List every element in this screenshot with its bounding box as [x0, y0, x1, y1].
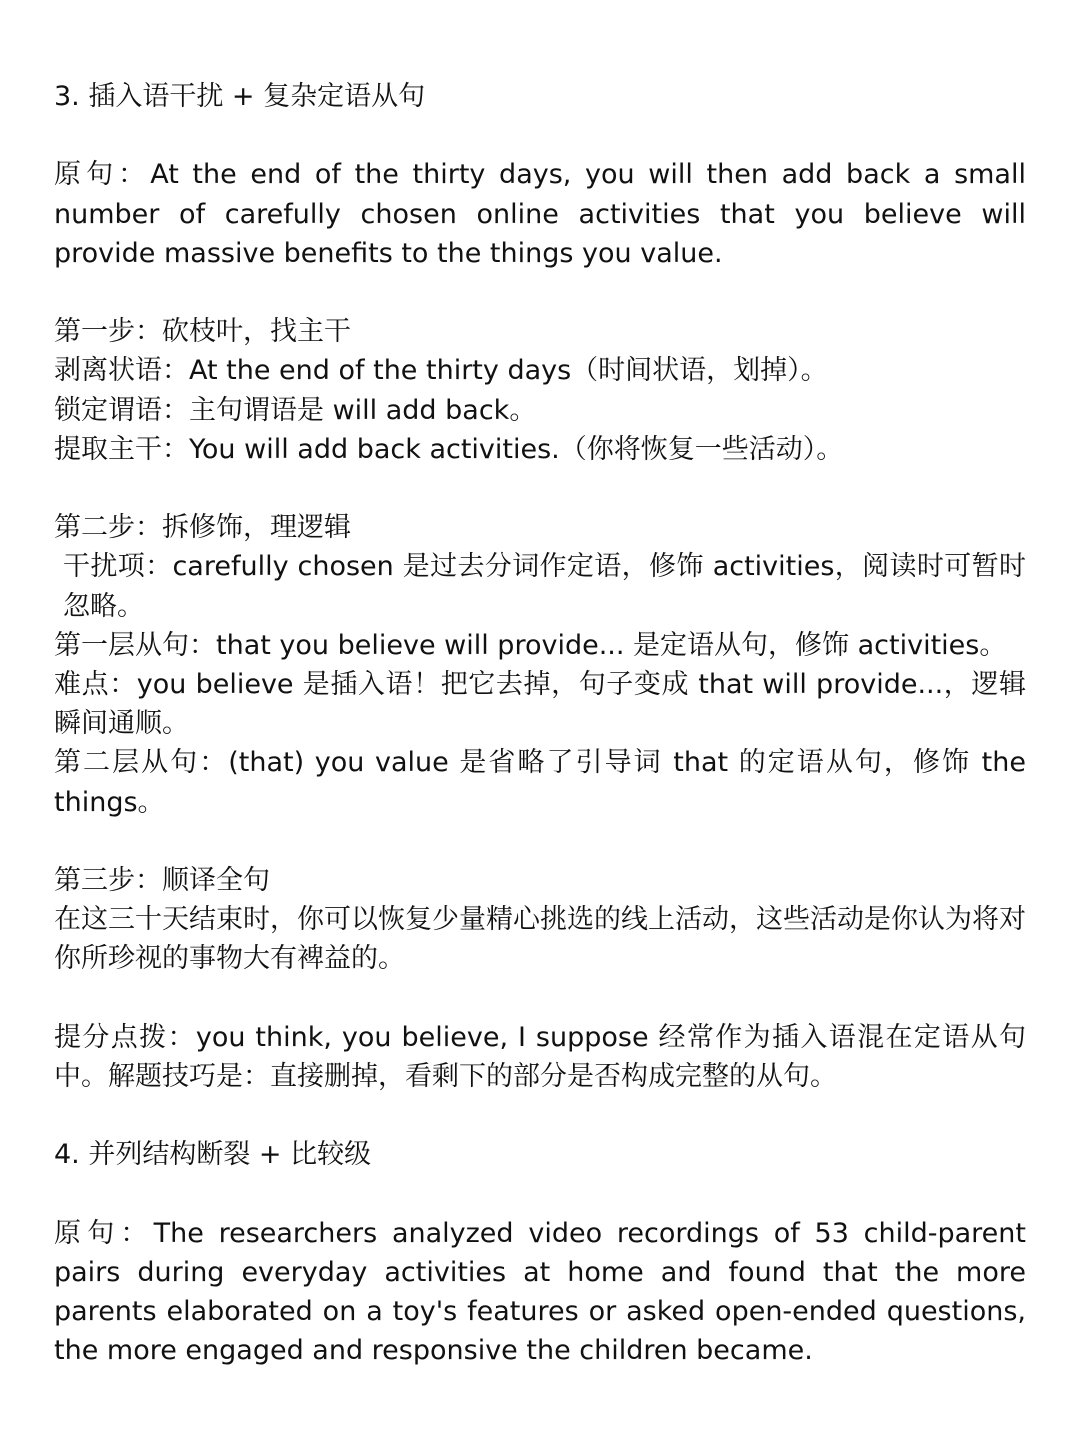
section-4-original-sentence: 原句：The researchers analyzed video recordings of 53 child-parent pairs during everyday activities at home and found that the more parents elaborated on a toy's features or asked open-ended questions, the more engaged and responsive the children became. [54, 1217, 1026, 1367]
step-2-line-second-clause: 第二层从句：(that) you value 是省略了引导词 that 的定语从句，修饰 the things。 [54, 747, 1026, 818]
step-2-line-distractor: 干扰项：carefully chosen 是过去分词作定语，修饰 activities，阅读时可暂时忽略。 [63, 551, 1026, 622]
step-1-title: 第一步：砍枝叶，找主干 [54, 316, 351, 348]
section-3-heading: 3. 插入语干扰 + 复杂定语从句 [54, 81, 426, 112]
section-4-heading: 4. 并列结构断裂 + 比较级 [54, 1139, 372, 1171]
step-1-line-trunk: 提取主干：You will add back activities.（你将恢复一些活动）。 [54, 433, 844, 465]
section-3-original-sentence: 原句：At the end of the thirty days, you will then add back a small number of carefully chosen online activities that you believe will provide massive benefits to the things you value. [54, 159, 1026, 269]
document-page [54, 77, 1026, 1371]
step-1-line-predicate: 锁定谓语：主句谓语是 will add back。 [54, 394, 537, 426]
step-2-line-difficulty: 难点：you believe 是插入语！把它去掉，句子变成 that will provide...，逻辑瞬间通顺。 [54, 669, 1026, 740]
step-2-title: 第二步：拆修饰，理逻辑 [54, 512, 351, 544]
step-1-line-adverbial: 剥离状语：At the end of the thirty days（时间状语，划掉）。 [54, 355, 828, 387]
tip-paragraph: 提分点拨：you think, you believe, I suppose 经常作为插入语混在定语从句中。解题技巧是：直接删掉，看剩下的部分是否构成完整的从句。 [54, 1021, 1026, 1092]
step-3-title: 第三步：顺译全句 [54, 865, 270, 896]
step-3-translation: 在这三十天结束时，你可以恢复少量精心挑选的线上活动，这些活动是你认为将对你所珍视的事物大有裨益的。 [54, 904, 1026, 975]
step-2-line-first-clause: 第一层从句：that you believe will provide... 是定语从句，修饰 activities。 [54, 629, 1007, 661]
